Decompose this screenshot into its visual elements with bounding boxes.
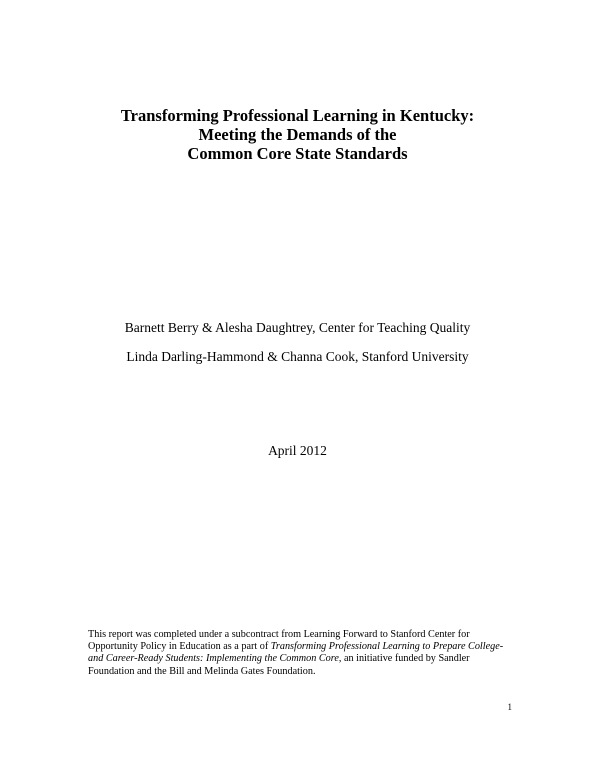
authors-line-1: Barnett Berry & Alesha Daughtrey, Center for Teaching Quality: [124, 320, 471, 335]
title-line-1: Transforming Professional Learning in Kentucky:: [120, 106, 475, 125]
footnote-italic-title: Transforming Professional Learning to Prepare College- and Career-Ready Students: Implementing the Common Core: [88, 641, 504, 665]
page-number: 1: [507, 702, 512, 712]
footnote-text-end: , an initiative funded by Sandler Foundation and the Bill and Melinda Gates Foundation.: [88, 653, 470, 677]
title-line-3: Common Core State Standards: [187, 144, 408, 163]
publication-date: April 2012: [268, 443, 327, 458]
footnote-text-start: This report was completed under a subcontract from Learning Forward to Stanford Center for Opportunity Policy in Education as a part of: [88, 629, 470, 653]
authors-block: [0, 320, 595, 365]
funding-footnote: [88, 629, 513, 678]
report-title: [0, 106, 595, 163]
title-line-2: Meeting the Demands of the: [198, 125, 397, 144]
authors-line-2: Linda Darling-Hammond & Channa Cook, Stanford University: [126, 349, 469, 364]
